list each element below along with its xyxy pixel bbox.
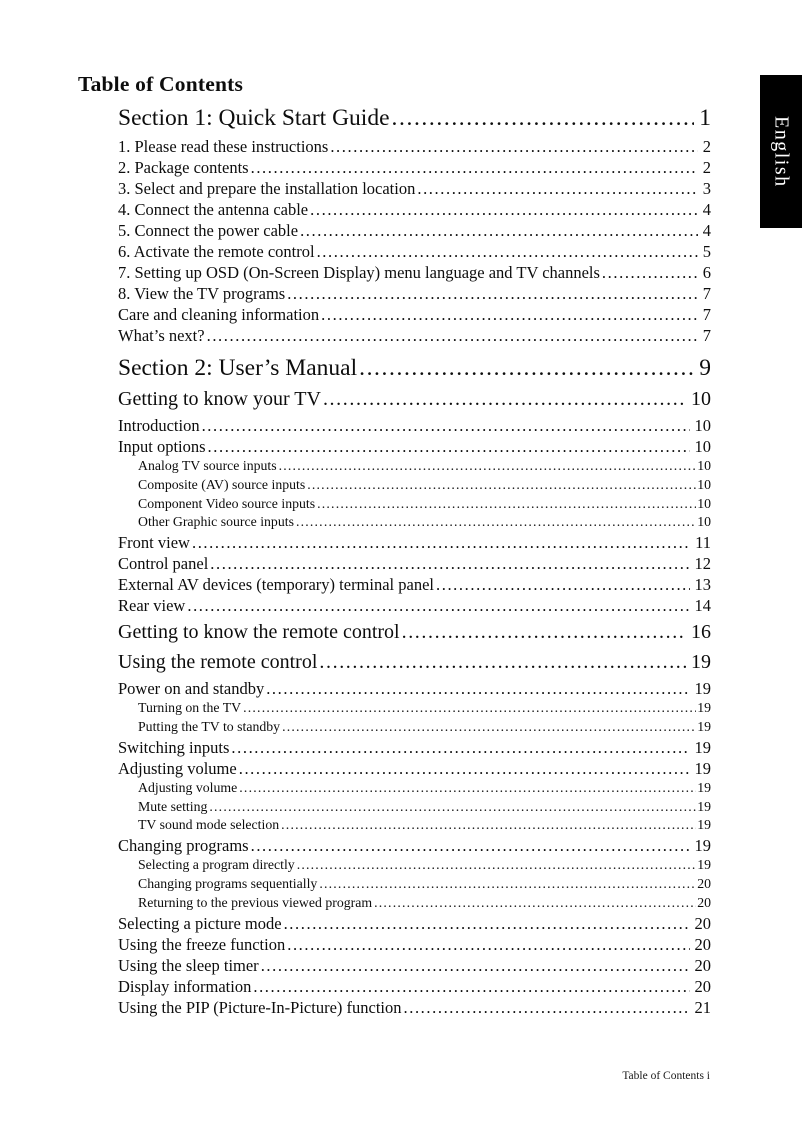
toc-row-entry xyxy=(118,136,711,157)
toc-entry-page: 19 xyxy=(697,798,711,814)
toc-entry-label: Adjusting volume xyxy=(118,758,237,778)
toc-entry-page: 19 xyxy=(697,817,711,833)
dot-leader xyxy=(602,262,698,283)
toc-entry-page: 7 xyxy=(702,305,711,324)
toc-entry-label: Turning on the TV xyxy=(138,700,242,716)
dot-leader xyxy=(300,220,698,241)
toc-row-entry xyxy=(118,574,711,595)
toc-entry-page: 19 xyxy=(694,836,711,856)
toc-row-entry xyxy=(118,934,711,955)
toc-row-entry xyxy=(118,325,711,346)
toc-entry-page: 13 xyxy=(694,575,711,595)
toc-entry-label: Power on and standby xyxy=(118,679,265,699)
dot-leader xyxy=(210,553,689,574)
toc-entry-page: 7 xyxy=(702,326,711,345)
toc-entry-label: External AV devices (temporary) terminal panel xyxy=(118,575,434,595)
toc-entry-page: 11 xyxy=(695,533,711,553)
toc-row-sub xyxy=(118,457,711,476)
toc-entry-label: Adjusting volume xyxy=(138,779,238,795)
dot-leader xyxy=(296,513,696,532)
toc-row-sub xyxy=(118,816,711,835)
toc-row-entry xyxy=(118,678,711,699)
toc-row-entry xyxy=(118,241,711,262)
dot-leader xyxy=(266,678,689,699)
page-footer: Table of Contents i xyxy=(622,1070,710,1082)
toc-entry-label: Rear view xyxy=(118,596,186,616)
toc-entry-page: 9 xyxy=(699,355,711,381)
dot-leader xyxy=(187,595,689,616)
toc-entry-page: 19 xyxy=(697,718,711,734)
dot-leader xyxy=(321,304,698,325)
dot-leader xyxy=(307,476,696,495)
language-tab xyxy=(760,75,802,228)
toc-row-entry xyxy=(118,415,711,436)
toc-entry-label: Control panel xyxy=(118,554,209,574)
dot-leader xyxy=(310,199,698,220)
toc-entry-label: Analog TV source inputs xyxy=(138,458,277,473)
toc-row-sub xyxy=(118,476,711,495)
toc-row-sub xyxy=(118,699,711,718)
toc-entry-label: Changing programs xyxy=(118,836,249,856)
dot-leader xyxy=(374,894,696,913)
language-tab-label: English xyxy=(770,115,793,188)
toc-entry-label: 2. Package contents xyxy=(118,158,249,177)
dot-leader xyxy=(239,779,696,798)
toc-entry-label: Using the PIP (Picture-In-Picture) function xyxy=(118,997,402,1017)
toc-entry-page: 20 xyxy=(694,976,711,996)
dot-leader xyxy=(207,325,698,346)
toc-entry-page: 4 xyxy=(702,200,711,219)
toc-entry-label: Changing programs sequentially xyxy=(138,875,318,891)
toc-entry-page: 20 xyxy=(697,894,711,910)
toc-entry-page: 2 xyxy=(702,137,711,156)
toc-entry-label: Front view xyxy=(118,533,190,553)
toc-entry-label: Using the remote control xyxy=(118,651,318,674)
toc-entry-page: 20 xyxy=(694,934,711,954)
dot-leader xyxy=(209,798,696,817)
toc-entry-label: 7. Setting up OSD (On-Screen Display) menu language and TV channels xyxy=(118,263,600,282)
toc-entry-label: 8. View the TV programs xyxy=(118,284,286,303)
toc-row-entry xyxy=(118,758,711,779)
toc-row-entry xyxy=(118,595,711,616)
dot-leader xyxy=(317,241,698,262)
toc-entry-label: Switching inputs xyxy=(118,737,230,757)
toc-entry-page: 4 xyxy=(702,221,711,240)
toc-row-heading2 xyxy=(118,649,711,676)
toc-entry-page: 10 xyxy=(697,495,711,511)
toc-row-sub xyxy=(118,495,711,514)
toc-entry-label: Composite (AV) source inputs xyxy=(138,476,306,492)
toc-entry-page: 20 xyxy=(697,875,711,891)
toc-entry-label: Section 1: Quick Start Guide xyxy=(118,105,390,131)
toc-entry-label: 3. Select and prepare the installation location xyxy=(118,179,416,198)
page-title: Table of Contents xyxy=(78,72,244,96)
toc-entry-label: 4. Connect the antenna cable xyxy=(118,200,309,219)
dot-leader xyxy=(282,718,696,737)
dot-leader xyxy=(359,353,694,383)
toc-entry-label: Section 2: User’s Manual xyxy=(118,355,358,381)
toc-entry-page: 10 xyxy=(697,476,711,492)
toc-entry-label: What’s next? xyxy=(118,326,205,345)
dot-leader xyxy=(417,178,697,199)
toc-entry-label: Component Video source inputs xyxy=(138,495,316,511)
toc-entry-page: 19 xyxy=(697,700,711,716)
toc-entry-page: 10 xyxy=(691,388,711,410)
toc-entry-page: 19 xyxy=(694,737,711,757)
toc-entry-page: 12 xyxy=(694,554,711,574)
toc-entry-label: Getting to know your TV xyxy=(118,388,321,410)
toc-row-entry xyxy=(118,304,711,325)
toc-row-sub xyxy=(118,718,711,737)
toc-row-entry xyxy=(118,436,711,457)
toc-entry-page: 19 xyxy=(697,779,711,795)
dot-leader xyxy=(402,619,686,646)
toc-row-entry xyxy=(118,976,711,997)
toc-row-entry xyxy=(118,553,711,574)
toc-entry-label: Display information xyxy=(118,976,252,996)
toc-entry-label: 1. Please read these instructions xyxy=(118,137,329,156)
toc-entry-label: Care and cleaning information xyxy=(118,305,320,324)
dot-leader xyxy=(279,457,697,476)
toc-row-entry xyxy=(118,835,711,856)
toc-entry-page: 20 xyxy=(694,913,711,933)
toc-entry-page: 10 xyxy=(697,458,711,473)
toc-entry-page: 10 xyxy=(694,416,711,435)
toc-entry-page: 19 xyxy=(691,651,711,674)
toc-entry-label: Other Graphic source inputs xyxy=(138,514,294,530)
toc-entry-label: TV sound mode selection xyxy=(138,817,280,833)
toc-entry-page: 10 xyxy=(694,437,711,456)
toc-row-entry xyxy=(118,157,711,178)
dot-leader xyxy=(404,997,690,1018)
toc-entry-page: 7 xyxy=(702,284,711,303)
toc-entry-label: Using the freeze function xyxy=(118,934,286,954)
toc-row-sub xyxy=(118,779,711,798)
toc-entry-page: 6 xyxy=(702,263,711,282)
toc-entry-label: Selecting a program directly xyxy=(138,857,295,873)
toc-entry-label: 5. Connect the power cable xyxy=(118,221,299,240)
toc-row-heading2 xyxy=(118,386,711,413)
toc-row-entry xyxy=(118,220,711,241)
dot-leader xyxy=(319,875,696,894)
toc-row-entry xyxy=(118,913,711,934)
toc-entry-label: Getting to know the remote control xyxy=(118,621,400,644)
toc-row-entry xyxy=(118,737,711,758)
toc-list xyxy=(118,103,711,1018)
toc-entry-label: Input options xyxy=(118,437,206,456)
toc-entry-page: 16 xyxy=(691,621,711,644)
toc-row-entry xyxy=(118,997,711,1018)
toc-entry-page: 19 xyxy=(697,857,711,873)
dot-leader xyxy=(436,574,690,595)
document-page xyxy=(78,72,711,1018)
toc-entry-label: Returning to the previous viewed program xyxy=(138,894,373,910)
dot-leader xyxy=(297,856,697,875)
dot-leader xyxy=(261,955,690,976)
dot-leader xyxy=(319,649,686,676)
toc-entry-page: 21 xyxy=(694,997,711,1017)
toc-row-sub xyxy=(118,798,711,817)
toc-row-entry xyxy=(118,262,711,283)
toc-entry-page: 14 xyxy=(694,596,711,616)
toc-entry-page: 3 xyxy=(702,179,711,198)
toc-row-sub xyxy=(118,894,711,913)
toc-entry-label: Mute setting xyxy=(138,798,208,814)
dot-leader xyxy=(192,532,690,553)
dot-leader xyxy=(243,699,696,718)
toc-entry-label: Selecting a picture mode xyxy=(118,913,282,933)
toc-row-entry xyxy=(118,955,711,976)
toc-entry-page: 19 xyxy=(694,679,711,699)
toc-row-sub xyxy=(118,856,711,875)
toc-entry-label: Introduction xyxy=(118,416,200,435)
toc-row-heading2 xyxy=(118,619,711,646)
toc-row-section xyxy=(118,353,711,383)
toc-entry-label: Putting the TV to standby xyxy=(138,718,281,734)
toc-entry-label: Using the sleep timer xyxy=(118,955,259,975)
toc-row-entry xyxy=(118,283,711,304)
dot-leader xyxy=(231,737,689,758)
dot-leader xyxy=(251,157,698,178)
toc-entry-page: 20 xyxy=(694,955,711,975)
dot-leader xyxy=(208,436,690,457)
toc-entry-page: 5 xyxy=(702,242,711,261)
dot-leader xyxy=(239,758,690,779)
toc-row-section xyxy=(118,103,711,133)
dot-leader xyxy=(287,283,698,304)
dot-leader xyxy=(392,103,695,133)
toc-entry-page: 2 xyxy=(702,158,711,177)
dot-leader xyxy=(253,976,689,997)
toc-row-entry xyxy=(118,178,711,199)
toc-row-entry xyxy=(118,532,711,553)
dot-leader xyxy=(287,934,689,955)
toc-entry-label: 6. Activate the remote control xyxy=(118,242,315,261)
dot-leader xyxy=(317,495,696,514)
toc-row-entry xyxy=(118,199,711,220)
dot-leader xyxy=(281,816,696,835)
toc-row-sub xyxy=(118,875,711,894)
dot-leader xyxy=(330,136,697,157)
toc-entry-page: 1 xyxy=(699,105,711,131)
dot-leader xyxy=(284,913,690,934)
dot-leader xyxy=(251,835,690,856)
toc-entry-page: 19 xyxy=(694,758,711,778)
toc-entry-page: 10 xyxy=(697,514,711,530)
dot-leader xyxy=(202,415,690,436)
dot-leader xyxy=(323,386,686,413)
toc-row-sub xyxy=(118,513,711,532)
